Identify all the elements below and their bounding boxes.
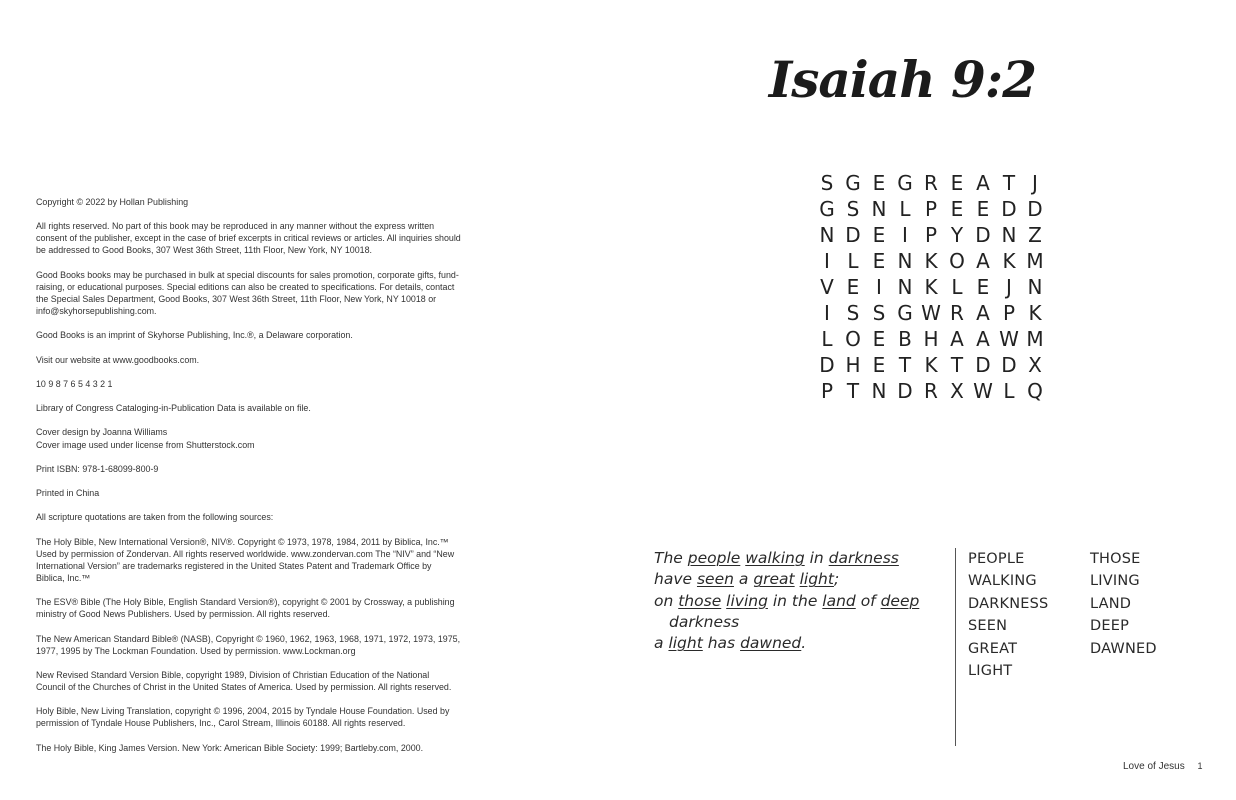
verse-keyword: deep bbox=[880, 591, 920, 610]
grid-letter[interactable]: R bbox=[950, 301, 964, 325]
grid-letter[interactable]: O bbox=[845, 327, 861, 351]
verse-keyword: people bbox=[687, 549, 741, 567]
grid-letter[interactable]: B bbox=[898, 327, 912, 351]
word-list-item: LIGHT bbox=[968, 663, 1013, 680]
copyright-paragraph: Holy Bible, New Living Translation, copyright © 1996, 2004, 2015 by Tyndale House Foundation. Used by permission of Tyndale House Publishers, Inc., Carol Stream, Illinois 60188. All rights reserved. bbox=[36, 706, 450, 729]
word-search-grid bbox=[814, 170, 1048, 404]
word-list-item: WALKING bbox=[968, 573, 1037, 590]
grid-letter[interactable]: P bbox=[924, 223, 938, 247]
grid-letter[interactable]: M bbox=[1026, 327, 1044, 351]
grid-letter[interactable]: I bbox=[876, 275, 882, 299]
grid-row bbox=[814, 378, 1048, 404]
grid-letter[interactable]: I bbox=[824, 301, 830, 325]
grid-letter[interactable]: A bbox=[976, 171, 990, 195]
verse-line bbox=[654, 548, 919, 569]
verse-keyword: those bbox=[678, 591, 722, 610]
grid-letter[interactable]: A bbox=[950, 327, 964, 351]
grid-letter[interactable]: N bbox=[819, 223, 835, 247]
word-list-item: DARKNESS bbox=[968, 595, 1049, 612]
grid-letter[interactable]: T bbox=[898, 353, 912, 377]
grid-letter[interactable]: E bbox=[872, 353, 886, 377]
grid-letter[interactable]: I bbox=[902, 223, 908, 247]
grid-letter[interactable]: G bbox=[845, 171, 861, 195]
page-footer bbox=[1123, 761, 1203, 772]
grid-row bbox=[814, 248, 1048, 274]
grid-letter[interactable]: E bbox=[976, 275, 990, 299]
word-list-item: DEEP bbox=[1090, 618, 1130, 635]
copyright-paragraph: Printed in China bbox=[36, 488, 100, 499]
grid-row bbox=[814, 300, 1048, 326]
footer-section-title: Love of Jesus bbox=[1123, 761, 1185, 772]
grid-letter[interactable]: X bbox=[950, 379, 964, 403]
grid-letter[interactable]: K bbox=[1028, 301, 1042, 325]
verse-line bbox=[654, 612, 919, 633]
grid-letter[interactable]: A bbox=[976, 249, 990, 273]
grid-letter[interactable]: A bbox=[976, 327, 990, 351]
word-list-item: THOSE bbox=[1090, 551, 1141, 567]
grid-row bbox=[814, 222, 1048, 248]
grid-letter[interactable]: E bbox=[872, 327, 886, 351]
grid-letter[interactable]: R bbox=[924, 171, 938, 195]
word-list-column-1 bbox=[968, 548, 1048, 682]
word-list-item: LIVING bbox=[1090, 573, 1140, 590]
puzzle-title: Isaiah 9:2 bbox=[768, 50, 1036, 109]
grid-letter[interactable]: K bbox=[924, 353, 938, 377]
grid-letter[interactable]: T bbox=[1002, 171, 1016, 195]
grid-letter[interactable]: J bbox=[1032, 171, 1038, 195]
verse-line bbox=[654, 569, 919, 590]
grid-row bbox=[814, 196, 1048, 222]
grid-letter[interactable]: N bbox=[871, 197, 887, 221]
grid-letter[interactable]: L bbox=[821, 327, 833, 351]
word-list-item: PEOPLE bbox=[968, 551, 1025, 567]
verse-text: in bbox=[804, 549, 829, 567]
page-number: 1 bbox=[1197, 761, 1203, 771]
copyright-paragraph: All rights reserved. No part of this book may be reproduced in any manner without the express written consent of the publisher, except in the case of brief excerpts in critical reviews or articles. All inquiries should be addressed to Good Books, 307 West 36th Street, 11th Floor, New York, NY 10018. bbox=[36, 221, 461, 256]
grid-letter[interactable]: G bbox=[819, 197, 835, 221]
verse-text: have bbox=[654, 570, 697, 589]
grid-letter[interactable]: N bbox=[1001, 223, 1017, 247]
word-list-item: GREAT bbox=[968, 640, 1018, 657]
grid-letter[interactable]: G bbox=[897, 171, 913, 195]
grid-letter[interactable]: G bbox=[897, 301, 913, 325]
copyright-paragraph: Visit our website at www.goodbooks.com. bbox=[36, 354, 200, 365]
copyright-text bbox=[36, 196, 461, 766]
copyright-paragraph: Cover design by Joanna Williams Cover image used under license from Shutterstock.com bbox=[36, 427, 255, 450]
grid-letter[interactable]: D bbox=[819, 353, 835, 377]
verse-keyword: land bbox=[822, 591, 856, 610]
grid-letter[interactable]: D bbox=[1001, 197, 1017, 221]
grid-letter[interactable]: S bbox=[872, 301, 886, 325]
copyright-paragraph: The ESV® Bible (The Holy Bible, English Standard Version®), copyright © 2001 by Crossway, a publishing ministry of Good News Publishers. Used by permission. All rights reserved. bbox=[36, 597, 455, 620]
grid-letter[interactable]: I bbox=[824, 249, 830, 273]
copyright-paragraph: Good Books books may be purchased in bulk at special discounts for sales promotion, corporate gifts, fund-raising, or educational purposes. Special editions can also be created to specifications. For details, contact the Special Sales Department, Good Books, 307 West 36th Street, 11th Floor, New York, NY 10018 or info@skyhorsepublishing.com. bbox=[36, 269, 459, 317]
puzzle-page bbox=[618, 0, 1236, 800]
verse-keyword: light bbox=[668, 634, 703, 653]
grid-letter[interactable]: M bbox=[1026, 249, 1044, 273]
grid-letter[interactable]: K bbox=[1002, 249, 1016, 273]
verse-keyword: seen bbox=[696, 570, 734, 589]
verse-line bbox=[654, 591, 919, 612]
grid-letter[interactable]: A bbox=[976, 301, 990, 325]
grid-letter[interactable]: L bbox=[1003, 379, 1015, 403]
verse-keyword: dawned bbox=[740, 634, 802, 653]
grid-letter[interactable]: R bbox=[924, 379, 938, 403]
copyright-paragraph: Print ISBN: 978-1-68099-800-9 bbox=[36, 463, 159, 474]
grid-letter[interactable]: E bbox=[872, 171, 886, 195]
grid-letter[interactable]: H bbox=[923, 327, 939, 351]
copyright-paragraph: Copyright © 2022 by Hollan Publishing bbox=[36, 197, 189, 207]
verse-text: ; bbox=[833, 570, 840, 589]
grid-letter[interactable]: N bbox=[871, 379, 887, 403]
grid-letter[interactable]: H bbox=[845, 353, 861, 377]
grid-letter[interactable]: D bbox=[1027, 197, 1043, 221]
copyright-paragraph: All scripture quotations are taken from the following sources: bbox=[36, 512, 274, 523]
grid-letter[interactable]: E bbox=[976, 197, 990, 221]
grid-letter[interactable]: S bbox=[846, 301, 860, 325]
copyright-paragraph: 10 9 8 7 6 5 4 3 2 1 bbox=[36, 378, 113, 389]
verse-keyword: living bbox=[726, 591, 768, 610]
grid-letter[interactable]: K bbox=[924, 249, 938, 273]
grid-letter[interactable]: D bbox=[1001, 353, 1017, 377]
verse-line bbox=[654, 633, 919, 654]
grid-letter[interactable]: D bbox=[897, 379, 913, 403]
verse-text: has bbox=[702, 634, 741, 653]
grid-letter[interactable]: J bbox=[1006, 275, 1012, 299]
grid-letter[interactable]: T bbox=[950, 353, 964, 377]
verse-text: a bbox=[654, 634, 669, 653]
grid-letter[interactable]: K bbox=[924, 275, 938, 299]
scripture-verse bbox=[654, 548, 919, 654]
verse-text: in the bbox=[767, 591, 823, 610]
grid-letter[interactable]: D bbox=[975, 223, 991, 247]
copyright-paragraph: The New American Standard Bible® (NASB), Copyright © 1960, 1962, 1963, 1968, 1971, 1972, 1973, 1975, 1977, 1995 by The Lockman Foundation. Used by permission. www.Lockman.org bbox=[36, 633, 461, 656]
grid-letter[interactable]: S bbox=[846, 197, 860, 221]
verse-text: of bbox=[855, 591, 881, 610]
verse-text: a bbox=[733, 570, 754, 589]
grid-letter[interactable]: P bbox=[924, 197, 938, 221]
grid-letter[interactable]: E bbox=[872, 223, 886, 247]
grid-letter[interactable]: Y bbox=[950, 223, 964, 247]
verse-text: darkness bbox=[669, 612, 740, 631]
verse-keyword: light bbox=[799, 570, 834, 589]
copyright-paragraph: New Revised Standard Version Bible, copyright 1989, Division of Christian Education of the National Council of the Churches of Christ in the United States of America. Used by permission. All rights reserved. bbox=[36, 669, 452, 693]
grid-letter[interactable]: E bbox=[950, 171, 964, 195]
grid-letter[interactable]: P bbox=[1002, 301, 1016, 325]
grid-letter[interactable]: N bbox=[897, 275, 913, 299]
verse-keyword: walking bbox=[745, 549, 805, 567]
verse-text: . bbox=[801, 634, 807, 653]
grid-letter[interactable]: W bbox=[973, 379, 993, 403]
grid-letter[interactable]: L bbox=[847, 249, 859, 273]
word-list-item: LAND bbox=[1090, 595, 1132, 612]
grid-letter[interactable]: D bbox=[845, 223, 861, 247]
grid-letter[interactable]: E bbox=[846, 275, 860, 299]
grid-letter[interactable]: W bbox=[999, 327, 1019, 351]
word-list-item: DAWNED bbox=[1090, 640, 1157, 657]
grid-row bbox=[814, 274, 1048, 300]
copyright-paragraph: The Holy Bible, New International Version®, NIV®. Copyright © 1973, 1978, 1984, 2011 by Biblica, Inc.™ Used by permission of Zondervan. All rights reserved worldwide. www.zondervan.com The “NIV” and “New International Version” are trademarks registered in the United States Patent and Trademark Office by Biblica, Inc.™ bbox=[36, 536, 455, 583]
grid-letter[interactable]: E bbox=[950, 197, 964, 221]
grid-letter[interactable]: L bbox=[899, 197, 911, 221]
copyright-paragraph: The Holy Bible, King James Version. New York: American Bible Society: 1999; Bartleby.com, 2000. bbox=[36, 742, 424, 753]
grid-letter[interactable]: D bbox=[975, 353, 991, 377]
grid-row bbox=[814, 170, 1048, 196]
verse-text: The bbox=[654, 549, 688, 567]
grid-letter[interactable]: X bbox=[1028, 353, 1042, 377]
verse-text: on bbox=[654, 591, 679, 610]
grid-letter[interactable]: E bbox=[872, 249, 886, 273]
grid-letter[interactable]: L bbox=[951, 275, 963, 299]
verse-keyword: great bbox=[753, 570, 795, 589]
divider bbox=[955, 548, 956, 746]
copyright-paragraph: Good Books is an imprint of Skyhorse Publishing, Inc.®, a Delaware corporation. bbox=[36, 330, 353, 341]
grid-letter[interactable]: W bbox=[921, 301, 941, 325]
grid-letter[interactable]: T bbox=[846, 379, 860, 403]
word-list-column-2 bbox=[1090, 548, 1157, 660]
grid-letter[interactable]: Q bbox=[1027, 379, 1043, 403]
copyright-paragraph: Library of Congress Cataloging-in-Publication Data is available on file. bbox=[36, 403, 311, 414]
grid-letter[interactable]: O bbox=[949, 249, 965, 273]
grid-letter[interactable]: N bbox=[1027, 275, 1043, 299]
grid-row bbox=[814, 352, 1048, 378]
grid-letter[interactable]: N bbox=[897, 249, 913, 273]
grid-letter[interactable]: Z bbox=[1028, 223, 1042, 247]
verse-keyword: darkness bbox=[828, 549, 899, 567]
grid-letter[interactable]: V bbox=[820, 275, 834, 299]
grid-letter[interactable]: P bbox=[820, 379, 834, 403]
word-list-item: SEEN bbox=[968, 618, 1008, 635]
grid-letter[interactable]: S bbox=[820, 171, 834, 195]
grid-row bbox=[814, 326, 1048, 352]
